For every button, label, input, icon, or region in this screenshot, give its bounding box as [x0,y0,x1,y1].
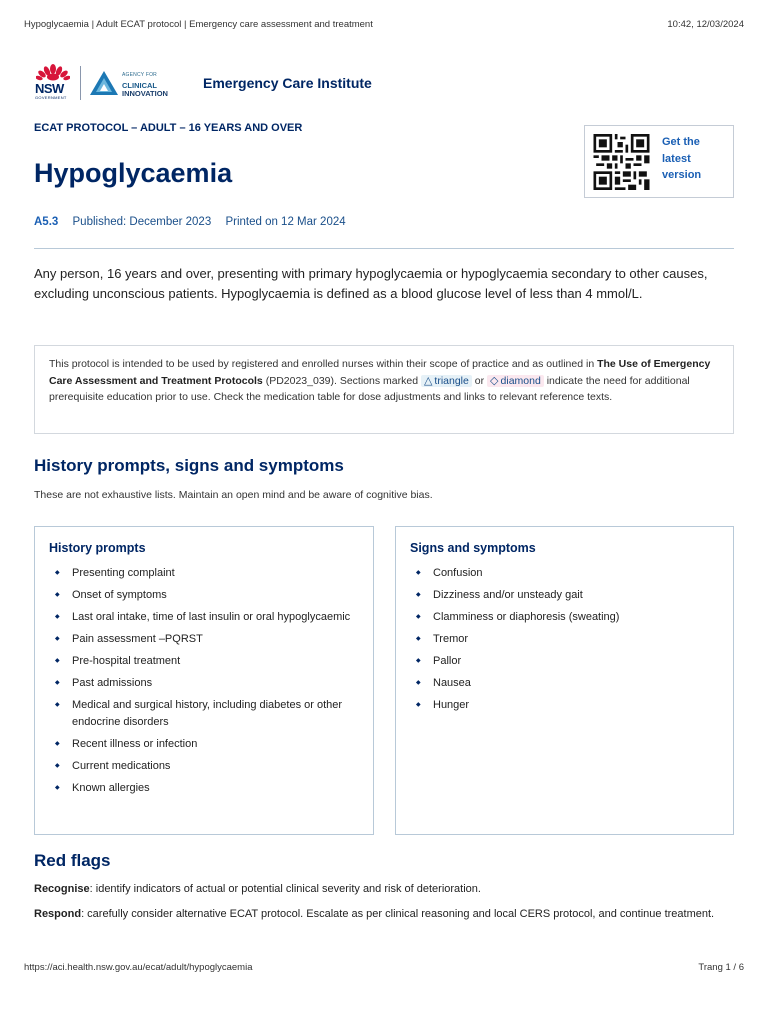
signs-symptoms-list [410,565,719,714]
institute-name[interactable]: Emergency Care Institute [203,75,372,91]
respond-label: Respond [34,908,82,920]
aci-small-text: AGENCY FOR [122,72,157,78]
recognise-text: : identify indicators of actual or potential clinical severity and risk of deterioration. [89,883,481,895]
list-item: ◆ Dizziness and/or unsteady gait [410,587,719,604]
list-item: ◆ Presenting complaint [49,565,359,582]
page-url: https://aci.health.nsw.gov.au/ecat/adult/hypoglycaemia [24,962,253,973]
intro-paragraph: Any person, 16 years and over, presenting with primary hypoglycaemia or hypoglycaemia secondary to other causes, excluding unconscious patients. Hypoglycaemia is defined as a blood glucose level of less than 4 mmol/L. [34,266,708,301]
list-item: ◆ Last oral intake, time of last insulin or oral hypoglycaemic [49,609,359,626]
triangle-tag [421,375,472,387]
print-header [24,19,744,33]
note-text-2: (PD2023_039). Sections marked [262,374,421,387]
recognise-label: Recognise [34,883,90,895]
printed-date: Printed on 12 Mar 2024 [225,216,346,228]
recognise-paragraph [34,881,734,898]
history-section-subtext: These are not exhaustive lists. Maintain an open mind and be aware of cognitive bias. [34,489,433,501]
usage-note-box [34,345,734,434]
signs-symptoms-box [395,526,734,835]
print-header-datetime: 10:42, 12/03/2024 [667,19,744,30]
logo-divider [80,66,81,100]
protocol-code: A5.3 [34,216,59,228]
policy-link[interactable]: The Use of Emergency Care Assessment and Treatment Protocols [49,358,711,387]
history-prompts-box [34,526,374,835]
qr-latest-version-box[interactable] [584,125,734,198]
list-item: ◆ Recent illness or infection [49,736,359,753]
diamond-label: diamond [500,374,541,387]
history-section-heading: History prompts, signs and symptoms [34,456,344,475]
published-date: Published: December 2023 [72,216,212,228]
list-item: ◆ Known allergies [49,780,359,797]
meta-row [34,216,346,228]
list-item: ◆ Pain assessment –PQRST [49,631,359,648]
aci-clinical-text: CLINICAL [122,81,157,90]
list-item: ◆ Hunger [410,697,719,714]
qr-text-line-3: version [662,169,702,181]
header-divider [34,248,734,249]
nsw-government-logo[interactable] [34,64,74,102]
government-wordmark: GOVERNMENT [35,95,67,100]
triangle-label: triangle [434,374,469,387]
print-header-title: Hypoglycaemia | Adult ECAT protocol | Emergency care assessment and treatment [24,19,373,30]
note-text-3: or [471,374,488,387]
page-title: Hypoglycaemia [34,158,233,188]
list-item: ◆ Tremor [410,631,719,648]
triangle-icon: △ [423,374,433,387]
logo-row [34,64,734,102]
list-item: ◆ Pallor [410,653,719,670]
aci-logo[interactable] [89,70,184,100]
note-text-4: indicate the need for additional prerequisite education prior to use. Check the medication table for dose adjustments and links to relevant reference texts. [49,374,690,404]
page-number: Trang 1 / 6 [698,962,744,973]
signs-symptoms-title: Signs and symptoms [410,541,536,555]
print-footer [24,962,744,976]
waratah-icon [36,64,70,82]
history-prompts-list [49,565,359,796]
aci-triangle-icon [89,70,119,96]
qr-text-line-2: latest [662,152,691,165]
nsw-wordmark: NSW [35,81,64,96]
list-item: ◆ Current medications [49,758,359,775]
red-flags-heading: Red flags [34,851,111,870]
list-item: ◆ Nausea [410,675,719,692]
respond-text: : carefully consider alternative ECAT protocol. Escalate as per clinical reasoning and local CERS protocol, and continue treatment. [81,908,715,920]
protocol-label: ECAT PROTOCOL – ADULT – 16 YEARS AND OVER [34,122,303,134]
respond-paragraph [34,906,734,923]
note-text-1: This protocol is intended to be used by registered and enrolled nurses within their scope of practice and as outlined in [49,358,598,370]
aci-innovation-text: INNOVATION [122,89,168,98]
list-item: ◆ Onset of symptoms [49,587,359,604]
diamond-icon: ◇ [490,374,499,387]
history-prompts-title: History prompts [49,541,146,555]
qr-latest-version-link[interactable] [662,134,722,184]
list-item: ◆ Clamminess or diaphoresis (sweating) [410,609,719,626]
list-item: ◆ Confusion [410,565,719,582]
qr-code-icon [593,134,650,190]
list-item: ◆ Medical and surgical history, including diabetes or other endocrine disorders [49,697,359,730]
list-item: ◆ Pre-hospital treatment [49,653,359,670]
list-item: ◆ Past admissions [49,675,359,692]
diamond-tag [487,375,544,387]
qr-text-line-1: Get the [662,136,700,148]
